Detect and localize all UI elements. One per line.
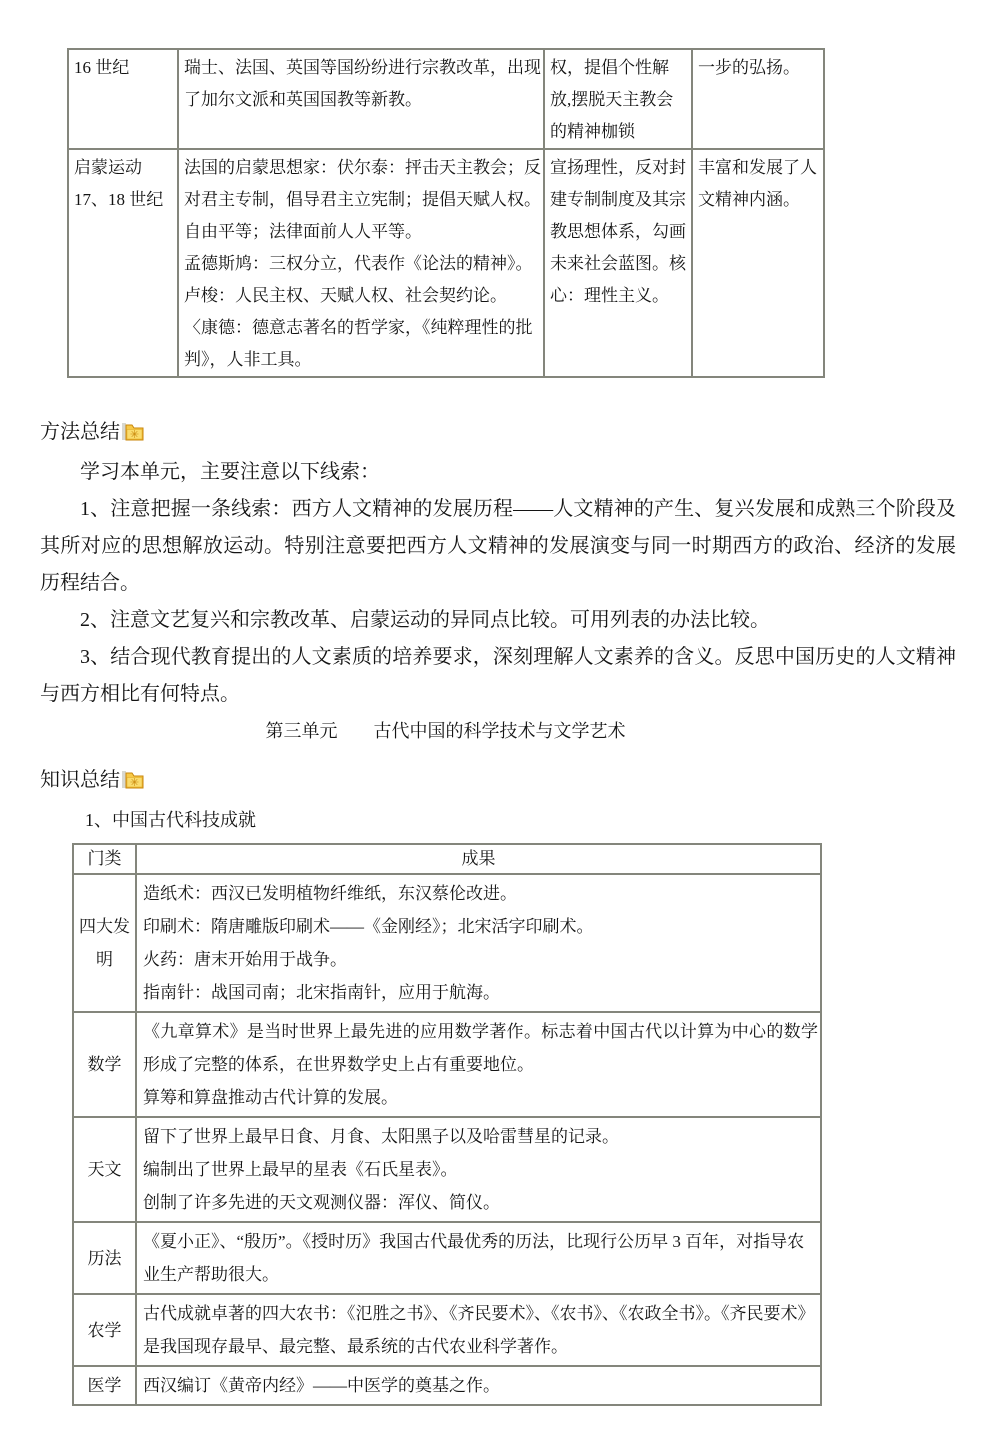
details-cell (178, 149, 544, 377)
method-item-1: 1、注意把握一条线索：西方人文精神的发展历程——人文精神的产生、复兴发展和成熟三个阶段及其所对应的思想解放运动。特别注意要把西方人文精神的发展演变与同一时期西方的政治、经济的发展历程结合。 (40, 498, 956, 594)
details-cell (178, 49, 544, 149)
method-summary-heading (40, 414, 956, 454)
achievement-text: 指南针：战国司南；北宋指南针，应用于航海。 (143, 983, 500, 1002)
knowledge-summary-heading (40, 762, 956, 802)
details-text: 孟德斯鸠：三权分立，代表作《论法的精神》。 (184, 254, 533, 273)
table-row (73, 874, 821, 1012)
impact-text: 丰富和发展了人文精神内涵。 (698, 158, 817, 209)
table-row (73, 1366, 821, 1405)
body-text (40, 414, 956, 839)
impact-cell (692, 49, 824, 149)
table-row (68, 149, 824, 377)
significance-cell (544, 149, 692, 377)
period-text: 17、18 世纪 (74, 190, 164, 209)
achievement-text: 留下了世界上最早日食、月食、太阳黑子以及哈雷彗星的记录。 (143, 1127, 619, 1146)
category-cell: 数学 (73, 1012, 136, 1117)
achievements-cell (136, 1012, 821, 1117)
folder-icon (122, 765, 144, 802)
svg-text:✳: ✳ (129, 429, 140, 441)
impact-cell (692, 149, 824, 377)
achievements-cell (136, 1294, 821, 1366)
achievement-text: 印刷术：隋唐雕版印刷术——《金刚经》；北宋活字印刷术。 (143, 917, 594, 936)
details-text: 法国的启蒙思想家：伏尔泰：抨击天主教会；反对君主专制，倡导君主立宪制；提倡天赋人权。自由平等；法律面前人人平等。 (184, 158, 541, 241)
table-row (68, 49, 824, 149)
achievement-text: 算筹和算盘推动古代计算的发展。 (143, 1088, 398, 1107)
folder-icon (122, 417, 144, 454)
achievements-cell (136, 1117, 821, 1222)
table-header-row (73, 844, 821, 874)
significance-text: 权，提倡个性解放,摆脱天主教会的精神枷锁 (550, 58, 674, 141)
svg-text:✳: ✳ (129, 777, 140, 789)
category-cell: 天文 (73, 1117, 136, 1222)
impact-text: 一步的弘扬。 (698, 58, 800, 77)
table-row (73, 1012, 821, 1117)
achievements-header: 成果 (136, 844, 821, 874)
achievement-text: 造纸术：西汉已发明植物纤维纸，东汉蔡伦改进。 (143, 884, 517, 903)
achievement-text: 创制了许多先进的天文观测仪器：浑仪、简仪。 (143, 1193, 500, 1212)
period-text: 启蒙运动 (74, 158, 142, 177)
humanism-table (67, 48, 825, 378)
method-summary-label: 方法总结 (40, 421, 120, 443)
table-row (73, 1117, 821, 1222)
method-item-2: 2、注意文艺复兴和宗教改革、启蒙运动的异同点比较。可用列表的办法比较。 (80, 609, 770, 631)
category-cell: 历法 (73, 1222, 136, 1294)
details-text: 卢梭：人民主权、天赋人权、社会契约论。 (184, 286, 507, 305)
tech-table (72, 843, 822, 1406)
period-cell (68, 149, 178, 377)
achievement-text: 西汉编订《黄帝内经》——中医学的奠基之作。 (143, 1376, 500, 1395)
achievements-cell (136, 1222, 821, 1294)
tech-list-title: 1、中国古代科技成就 (85, 810, 256, 830)
table-row (73, 1222, 821, 1294)
knowledge-summary-label: 知识总结 (40, 769, 120, 791)
achievement-text: 古代成就卓著的四大农书：《氾胜之书》、《齐民要术》、《农书》、《农政全书》。《齐民要术》是我国现存最早、最完整、最系统的古代农业科学著作。 (143, 1304, 815, 1356)
achievement-text: 《九章算术》是当时世界上最先进的应用数学著作。标志着中国古代以计算为中心的数学形成了完整的体系，在世界数学史上占有重要地位。 (143, 1022, 818, 1074)
category-cell: 医学 (73, 1366, 136, 1405)
method-intro: 学习本单元，主要注意以下线索： (80, 461, 380, 483)
unit-title: 第三单元 古代中国的科学技术与文学艺术 (265, 721, 626, 741)
period-cell (68, 49, 178, 149)
method-item-3: 3、结合现代教育提出的人文素质的培养要求，深刻理解人文素养的含义。反思中国历史的人文精神与西方相比有何特点。 (40, 646, 956, 705)
achievements-cell (136, 874, 821, 1012)
achievements-cell (136, 1366, 821, 1405)
category-cell: 农学 (73, 1294, 136, 1366)
achievement-text: 编制出了世界上最早的星表《石氏星表》。 (143, 1160, 458, 1179)
details-text: 〈康德：德意志著名的哲学家，《纯粹理性的批判》，人非工具。 (184, 318, 533, 369)
category-header: 门类 (73, 844, 136, 874)
significance-cell (544, 49, 692, 149)
significance-text: 宣扬理性，反对封建专制制度及其宗教思想体系，勾画未来社会蓝图。核心：理性主义。 (550, 158, 686, 305)
document-page (0, 48, 992, 1406)
category-cell: 四大发明 (73, 874, 136, 1012)
details-text: 瑞士、法国、英国等国纷纷进行宗教改革，出现了加尔文派和英国国教等新教。 (184, 58, 541, 109)
period-text: 16 世纪 (74, 58, 130, 77)
achievement-text: 《夏小正》、“殷历”。《授时历》我国古代最优秀的历法，比现行公历早 3 百年，对指导农业生产帮助很大。 (143, 1232, 805, 1284)
table-row (73, 1294, 821, 1366)
achievement-text: 火药：唐末开始用于战争。 (143, 950, 347, 969)
